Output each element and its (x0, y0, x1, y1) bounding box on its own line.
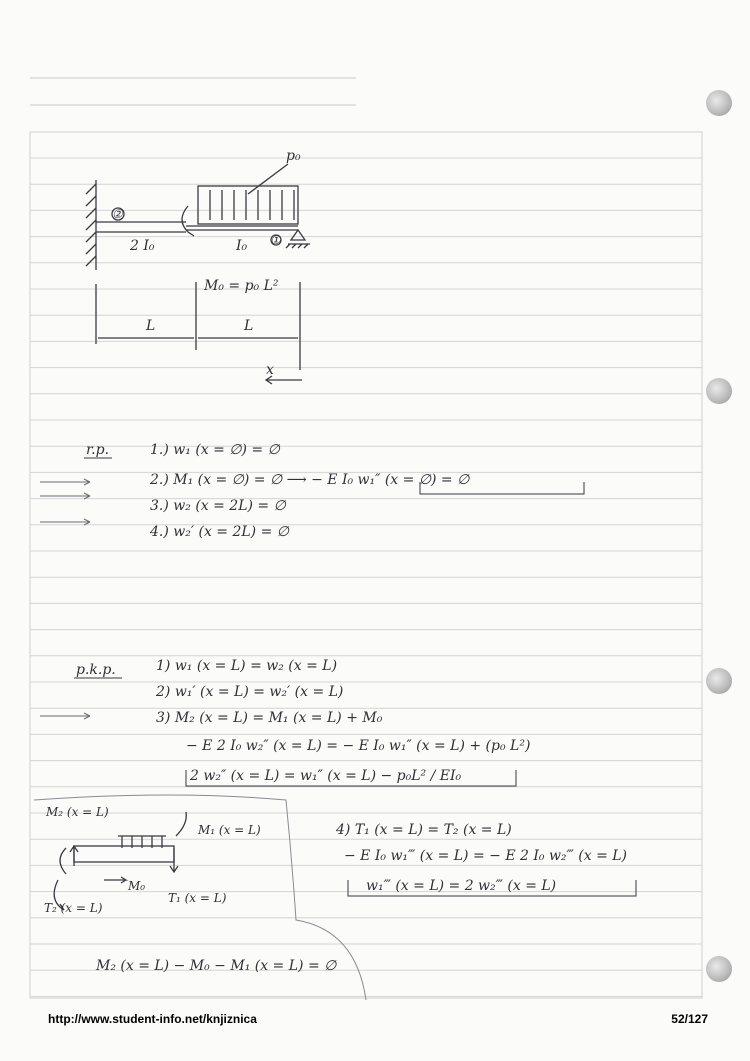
node-1-label: ① (270, 233, 281, 247)
x-axis-label: x (266, 362, 274, 378)
rp-equation-4: 4.) w₂′ (x = 2L) = ∅ (150, 524, 289, 540)
pkp-equation-8: w₁‴ (x = L) = 2 w₂‴ (x = L) (366, 878, 557, 894)
pkp-equation-5: 2 w₂″ (x = L) = w₁″ (x = L) − p₀L² / EI₀ (190, 768, 462, 784)
rp-equation-2: 2.) M₁ (x = ∅) = ∅ ⟶ − E I₀ w₁″ (x = ∅) = ∅ (150, 472, 470, 488)
section-2-label: 2 I₀ (130, 238, 155, 254)
section-1-label: I₀ (236, 238, 248, 254)
fb-t2-label: T₂ (x = L) (44, 901, 103, 915)
page-number: 52/127 (671, 1012, 708, 1026)
pkp-equation-1: 1) w₁ (x = L) = w₂ (x = L) (156, 658, 338, 674)
moment-label: M₀ = p₀ L² (204, 278, 279, 294)
rp-heading: r.p. (86, 442, 110, 458)
footer-url[interactable]: http://www.student-info.net/knjiznica (48, 1012, 257, 1026)
rp-equation-3: 3.) w₂ (x = 2L) = ∅ (150, 498, 286, 514)
beam-diagram (86, 164, 310, 384)
span-right-label: L (244, 318, 254, 334)
pkp-equation-3: 3) M₂ (x = L) = M₁ (x = L) + M₀ (156, 710, 383, 726)
pkp-equation-2: 2) w₁′ (x = L) = w₂′ (x = L) (156, 684, 344, 700)
fb-m1-label: M₁ (x = L) (198, 823, 261, 837)
load-label: p₀ (286, 148, 301, 164)
rp-equation-1: 1.) w₁ (x = ∅) = ∅ (150, 442, 280, 458)
fb-equilibrium: M₂ (x = L) − M₀ − M₁ (x = L) = ∅ (96, 958, 337, 974)
pkp-equation-7: − E I₀ w₁‴ (x = L) = − E 2 I₀ w₂‴ (x = L) (344, 848, 628, 864)
fb-m2-label: M₂ (x = L) (46, 805, 109, 819)
span-left-label: L (146, 318, 156, 334)
node-2-label: ② (112, 207, 123, 221)
pkp-equation-4: − E 2 I₀ w₂″ (x = L) = − E I₀ w₁″ (x = L) + (p₀ L²) (186, 738, 531, 754)
fb-t1-label: T₁ (x = L) (168, 891, 227, 905)
pkp-equation-6: 4) T₁ (x = L) = T₂ (x = L) (336, 822, 512, 838)
fb-m0-label: M₀ (128, 879, 146, 893)
pkp-heading: p.k.p. (76, 662, 116, 678)
free-body-sketch (54, 812, 186, 910)
